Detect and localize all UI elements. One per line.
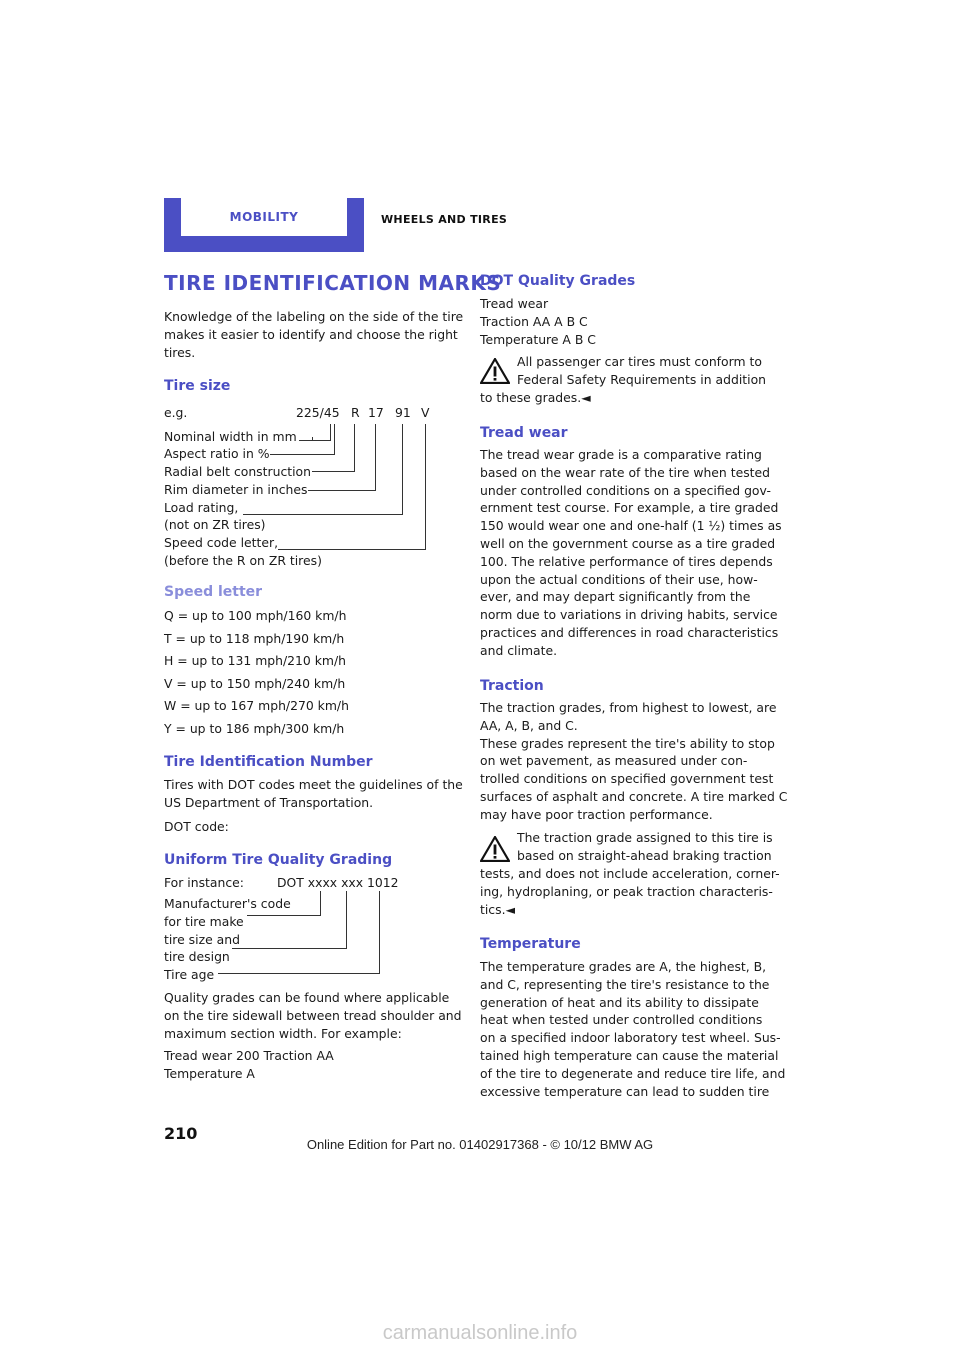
text-line: on a specified indoor laboratory test wheel. Sus- (480, 1030, 781, 1046)
watermark: carmanualsonline.info (382, 1322, 578, 1344)
text-line: tics. (480, 901, 506, 917)
connector-line (346, 891, 347, 949)
text-line: on wet pavement, as measured under con- (480, 753, 748, 769)
text-line: 150 would wear one and one-half (1 ½) times as (480, 518, 782, 534)
text-line: Quality grades can be found where applicable (164, 990, 450, 1005)
heading-temperature: Temperature (480, 936, 581, 952)
page-title: TIRE IDENTIFICATION MARKS (164, 271, 502, 295)
temperature-paragraph (480, 958, 785, 1100)
page-number: 210 (164, 1124, 198, 1143)
dot-grades-warning-end (480, 389, 591, 407)
text-line: All passenger car tires must conform to (517, 354, 762, 369)
text-line: AA, A, B, and C. (480, 717, 578, 733)
text-line: excessive temperature can lead to sudden tire (480, 1083, 770, 1099)
connector-line (425, 424, 426, 550)
list-item: H = up to 131 mph/210 km/h (164, 653, 347, 669)
dot-code-label: DOT code: (164, 819, 229, 834)
label-tire-make: for tire make (164, 914, 244, 929)
dot-grades-list (480, 295, 596, 348)
text-line: ernment test course. For example, a tire graded (480, 500, 779, 516)
text-line: tained high temperature can cause the material (480, 1047, 779, 1063)
intro-paragraph (164, 308, 463, 361)
code-width-aspect: 225/45 (296, 405, 340, 420)
label-speed-code-note: (before the R on ZR tires) (164, 553, 322, 568)
end-mark: ◄ (505, 901, 516, 917)
text-line: generation of heat and its ability to dissipate (480, 994, 759, 1010)
utqg-example (164, 1047, 334, 1083)
text-line: Tires with DOT codes meet the guidelines of the (164, 777, 463, 792)
text-line: on the tire sidewall between tread shoulder and (164, 1007, 462, 1023)
list-item: V = up to 150 mph/240 km/h (164, 675, 346, 691)
text-line: well on the government course as a tire graded (480, 535, 776, 551)
eg-label: e.g. (164, 405, 188, 420)
text-line: under controlled conditions on a specified gov- (480, 482, 771, 498)
text-line: to these grades. (480, 390, 582, 405)
text-line: based on the wear rate of the tire when tested (480, 464, 770, 480)
label-speed-code: Speed code letter, (164, 535, 279, 550)
text-line: tires. (164, 344, 196, 360)
text-line: Temperature A (164, 1065, 255, 1081)
text-line: based on straight-ahead braking traction (517, 847, 772, 863)
heading-tire-size: Tire size (164, 378, 231, 394)
section-tab-label: MOBILITY (181, 198, 347, 236)
text-line: These grades represent the tire's ability to stop (480, 735, 775, 751)
code-rim: 17 (368, 405, 384, 420)
for-instance-label: For instance: (164, 875, 244, 890)
label-load-rating-note: (not on ZR tires) (164, 517, 266, 532)
dot-grades-warning (517, 353, 766, 389)
connector-line (375, 424, 376, 491)
text-line: norm due to variations in driving habits, service (480, 607, 778, 623)
list-item: Q = up to 100 mph/160 km/h (164, 608, 347, 623)
tin-paragraph (164, 776, 463, 812)
label-tire-size: tire size and (164, 932, 240, 947)
edition-footer: Online Edition for Part no. 01402917368 - © 10/12 BMW AG (306, 1137, 654, 1152)
connector-line (334, 424, 335, 454)
speed-letter-list (164, 605, 349, 741)
warning-icon (480, 836, 510, 862)
text-line: trolled conditions on specified government test (480, 771, 774, 787)
label-tire-design: tire design (164, 949, 230, 964)
connector-line (243, 514, 403, 515)
connector-line (218, 973, 380, 974)
label-load-rating: Load rating, (164, 500, 239, 515)
text-line: Traction AA A B C (480, 313, 588, 329)
text-line: Knowledge of the labeling on the side of the tire (164, 309, 464, 324)
text-line: Tread wear (480, 296, 549, 311)
text-line: makes it easier to identify and choose the right (164, 326, 458, 342)
connector-line (312, 437, 313, 438)
label-rim-diameter: Rim diameter in inches (164, 482, 308, 497)
heading-utqg: Uniform Tire Quality Grading (164, 852, 393, 868)
text-line: 100. The relative performance of tires depends (480, 553, 773, 569)
text-line: Temperature A B C (480, 331, 596, 347)
connector-line (330, 424, 331, 441)
text-line: Federal Safety Requirements in addition (517, 371, 767, 387)
list-item: W = up to 167 mph/270 km/h (164, 698, 349, 714)
connector-line (312, 471, 355, 472)
connector-line (299, 440, 331, 441)
traction-paragraph (480, 699, 787, 824)
text-line: practices and differences in road characteristics (480, 624, 779, 640)
connector-line (402, 424, 403, 515)
code-radial: R (351, 405, 360, 420)
code-load: 91 (395, 405, 411, 420)
text-line: heat when tested under controlled conditions (480, 1012, 763, 1028)
heading-traction: Traction (480, 678, 544, 694)
dot-example: DOT xxxx xxx 1012 (277, 875, 399, 890)
label-manufacturer: Manufacturer's code (164, 896, 291, 911)
text-line: and climate. (480, 642, 558, 658)
heading-tread-wear: Tread wear (480, 425, 568, 441)
connector-line (379, 891, 380, 974)
label-nominal-width: Nominal width in mm (164, 429, 297, 444)
heading-speed-letter: Speed letter (164, 584, 263, 600)
heading-tin: Tire Identification Number (164, 754, 373, 770)
tread-wear-paragraph (480, 446, 782, 660)
connector-line (308, 490, 376, 491)
heading-dot-grades: DOT Quality Grades (480, 273, 636, 289)
traction-warning-continued (480, 865, 780, 918)
traction-warning (517, 829, 773, 865)
label-tire-age: Tire age (164, 967, 215, 982)
label-aspect-ratio: Aspect ratio in % (164, 446, 270, 461)
text-line: upon the actual conditions of their use, how- (480, 571, 758, 587)
text-line: surfaces of asphalt and concrete. A tire marked C (480, 788, 788, 804)
text-line: and C, representing the tire's resistance to the (480, 976, 770, 992)
text-line: The traction grade assigned to this tire is (517, 830, 773, 845)
text-line: The temperature grades are A, the highest, B, (480, 959, 767, 974)
connector-line (320, 891, 321, 916)
connector-line (270, 454, 335, 455)
warning-icon (480, 358, 510, 384)
text-line: maximum section width. For example: (164, 1025, 402, 1041)
label-radial-belt: Radial belt construction (164, 464, 311, 479)
code-speed: V (421, 405, 430, 420)
connector-line (232, 948, 347, 949)
utqg-paragraph (164, 989, 462, 1042)
connector-line (354, 424, 355, 471)
list-item: T = up to 118 mph/190 km/h (164, 630, 345, 646)
text-line: tests, and does not include acceleration, corner- (480, 866, 780, 881)
text-line: may have poor traction performance. (480, 806, 713, 822)
end-mark: ◄ (581, 390, 591, 405)
connector-line (278, 549, 426, 550)
text-line: The tread wear grade is a comparative rating (480, 447, 762, 462)
text-line: ever, and may depart significantly from the (480, 589, 751, 605)
text-line: US Department of Transportation. (164, 794, 374, 810)
text-line: The traction grades, from highest to lowest, are (480, 700, 777, 715)
list-item: Y = up to 186 mph/300 km/h (164, 720, 345, 736)
connector-line (247, 915, 321, 916)
text-line: Tread wear 200 Traction AA (164, 1048, 334, 1063)
section-tab (164, 198, 364, 252)
text-line: ing, hydroplaning, or peak traction characteris- (480, 883, 773, 899)
text-line: of the tire to degenerate and reduce tire life, and (480, 1065, 786, 1081)
chapter-title: WHEELS AND TIRES (381, 213, 508, 226)
